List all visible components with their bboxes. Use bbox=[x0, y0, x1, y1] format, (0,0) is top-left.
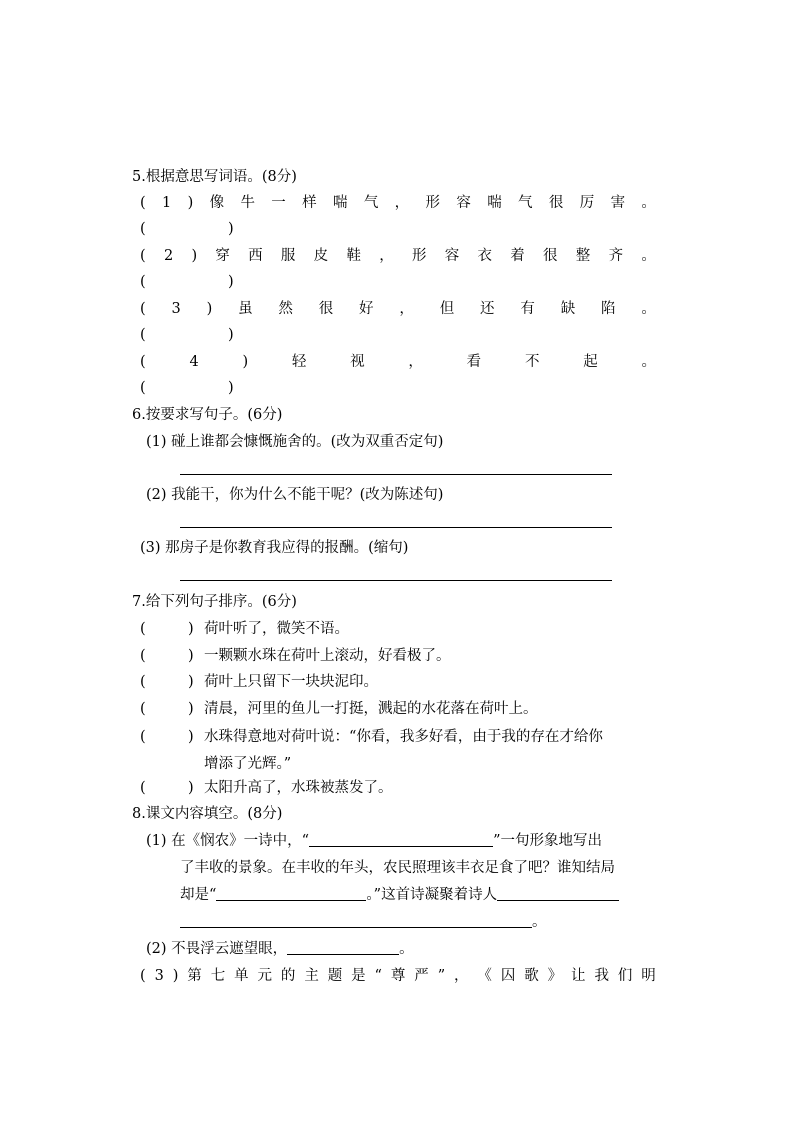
q8-item-3 bbox=[140, 966, 656, 986]
q5-item-char: 皮 bbox=[313, 248, 329, 264]
q6-answer-line-3[interactable] bbox=[180, 580, 612, 581]
q5-item-char: ， bbox=[379, 248, 394, 264]
q5-item-char: 起 bbox=[583, 354, 598, 370]
q8-item-3-char: 第 bbox=[187, 968, 202, 984]
q8-item-3-char: 让 bbox=[571, 968, 586, 984]
q7-item-text: 太阳升高了，水珠被蒸发了。 bbox=[204, 780, 393, 796]
q5-item-number-glyph: ( bbox=[140, 354, 146, 370]
q8-item-2 bbox=[146, 939, 414, 959]
q5-item-char: 很 bbox=[543, 248, 558, 264]
q5-item-number-glyph: 3 bbox=[171, 301, 181, 317]
q8-blank-poet-feeling-a[interactable] bbox=[497, 886, 619, 901]
q8-item-3-char: ) bbox=[172, 968, 179, 984]
q8-item-1-line-3 bbox=[180, 885, 619, 905]
q8-item-1-text-b: ”一句形象地写出 bbox=[493, 833, 602, 849]
q5-item-char: 。 bbox=[641, 301, 656, 317]
q5-item-char: 西 bbox=[248, 248, 263, 264]
q5-answer-close: ) bbox=[228, 327, 234, 343]
q5-answer-open: ( bbox=[140, 380, 146, 396]
q5-item-4 bbox=[140, 352, 656, 372]
q6-item-3: (3) 那房子是你教育我应得的报酬。(缩句) bbox=[140, 540, 409, 556]
q5-item-char: 但 bbox=[439, 301, 455, 317]
q5-item-char: 衣 bbox=[477, 248, 492, 264]
q5-item-char: 样 bbox=[302, 195, 317, 211]
q6-item-1: (1) 碰上谁都会慷慨施舍的。(改为双重否定句) bbox=[146, 434, 444, 450]
q8-item-3-char: 歌 bbox=[524, 968, 539, 984]
q8-item-3-char: 题 bbox=[327, 968, 343, 984]
q5-item-number-glyph: ) bbox=[242, 354, 249, 370]
q5-item-char: 气 bbox=[518, 195, 533, 211]
q5-item-char: 牛 bbox=[240, 195, 255, 211]
q5-item-char: 着 bbox=[510, 248, 525, 264]
q5-item-char: 很 bbox=[548, 195, 564, 211]
q7-item-text: 清晨，河里的鱼儿一打挺，溅起的水花落在荷叶上。 bbox=[204, 701, 538, 717]
q5-item-number-glyph: 4 bbox=[189, 354, 199, 370]
q5-item-number-glyph: ( bbox=[140, 195, 146, 211]
q5-item-char: 害 bbox=[610, 195, 626, 211]
q8-blank-poet-feeling-b[interactable] bbox=[180, 913, 532, 928]
q5-item-number-glyph: ( bbox=[140, 248, 146, 264]
q7-answer-open: ( bbox=[140, 780, 146, 796]
q5-item-char: 齐 bbox=[608, 248, 624, 264]
q5-item-char: ， bbox=[408, 354, 423, 370]
q5-item-char: 。 bbox=[641, 248, 656, 264]
q5-item-char: 形 bbox=[425, 195, 441, 211]
q8-item-3-char: 元 bbox=[257, 968, 273, 984]
q5-item-char: ， bbox=[399, 301, 414, 317]
q8-item-1-text-f: 。 bbox=[532, 914, 547, 930]
q5-item-number-glyph: ) bbox=[191, 248, 198, 264]
q8-item-2-text-b: 。 bbox=[399, 941, 414, 957]
q8-item-3-char: 3 bbox=[154, 968, 164, 984]
q7-answer-open: ( bbox=[140, 674, 146, 690]
q5-item-char: 陷 bbox=[601, 301, 616, 317]
q8-item-3-char: 们 bbox=[617, 968, 633, 984]
q5-answer-close: ) bbox=[228, 380, 234, 396]
q8-item-3-char: 明 bbox=[641, 968, 656, 984]
q7-answer-close: ) bbox=[188, 648, 194, 664]
q7-answer-close: ) bbox=[188, 729, 194, 745]
q5-item-char: 气 bbox=[363, 195, 379, 211]
q7-answer-open: ( bbox=[140, 701, 146, 717]
q5-item-char: 整 bbox=[575, 248, 591, 264]
q7-item-text: 荷叶听了，微笑不语。 bbox=[204, 621, 349, 637]
q7-answer-close: ) bbox=[188, 701, 194, 717]
q5-item-1 bbox=[140, 193, 656, 213]
q5-item-char: 像 bbox=[209, 195, 225, 211]
q5-item-char: 厉 bbox=[579, 195, 595, 211]
q8-item-3-char: 《 bbox=[477, 968, 492, 984]
q7-answer-close: ) bbox=[188, 621, 194, 637]
q5-item-char: 服 bbox=[280, 248, 296, 264]
q5-item-char: 视 bbox=[350, 354, 365, 370]
q5-item-char: 形 bbox=[411, 248, 427, 264]
q8-item-1-text-d: 却是“ bbox=[180, 887, 217, 903]
q8-item-3-char: 尊 bbox=[390, 968, 406, 984]
q5-item-number-glyph: ) bbox=[206, 301, 213, 317]
q5-item-3 bbox=[140, 299, 656, 319]
q8-item-3-char: ( bbox=[140, 968, 146, 984]
q8-item-1-text-c: 了丰收的景象。在丰收的年头，农民照理该丰衣足食了吧？谁知结局 bbox=[180, 860, 615, 876]
q5-item-char: 穿 bbox=[215, 248, 230, 264]
q5-item-char: 喘 bbox=[332, 195, 348, 211]
q7-answer-open: ( bbox=[140, 621, 146, 637]
q7-heading: 7.给下列句子排序。(6分) bbox=[132, 594, 297, 610]
q5-item-char: 轻 bbox=[291, 354, 307, 370]
q8-item-1-line-4 bbox=[180, 912, 547, 932]
q5-item-char: 看 bbox=[466, 354, 482, 370]
q8-item-1-line-1 bbox=[146, 831, 602, 851]
q5-item-char: 。 bbox=[641, 195, 656, 211]
q8-blank-result[interactable] bbox=[216, 886, 366, 901]
q7-answer-open: ( bbox=[140, 648, 146, 664]
q8-item-3-char: 我 bbox=[594, 968, 609, 984]
q8-item-3-char: “ bbox=[374, 968, 382, 984]
q8-item-3-char: 单 bbox=[234, 968, 249, 984]
q5-item-char: 。 bbox=[641, 354, 656, 370]
q5-item-char: 容 bbox=[444, 248, 460, 264]
q5-item-char: 不 bbox=[524, 354, 540, 370]
q5-item-char: 喘 bbox=[487, 195, 502, 211]
q8-item-3-char: 囚 bbox=[500, 968, 516, 984]
q5-item-char: 虽 bbox=[238, 301, 253, 317]
q5-item-char: 缺 bbox=[560, 301, 576, 317]
q5-item-char: 鞋 bbox=[346, 248, 361, 264]
q5-item-number-glyph: 1 bbox=[162, 195, 172, 211]
q5-item-char: 然 bbox=[278, 301, 293, 317]
q8-item-3-char: 的 bbox=[280, 968, 296, 984]
q5-answer-close: ) bbox=[228, 274, 234, 290]
q8-item-1-text-e: 。”这首诗凝聚着诗人 bbox=[366, 887, 498, 903]
q5-item-char: 容 bbox=[456, 195, 471, 211]
q5-item-char: 很 bbox=[318, 301, 334, 317]
q5-item-number-glyph: 2 bbox=[163, 248, 174, 264]
q7-item-text: 一颗颗水珠在荷叶上滚动，好看极了。 bbox=[204, 648, 451, 664]
q6-answer-line-1[interactable] bbox=[180, 474, 612, 475]
q7-answer-close: ) bbox=[188, 780, 194, 796]
q5-item-char: 一 bbox=[271, 195, 286, 211]
q7-answer-open: ( bbox=[140, 729, 146, 745]
q5-item-number-glyph: ) bbox=[187, 195, 194, 211]
q5-item-char: ， bbox=[394, 195, 410, 211]
q5-item-2 bbox=[140, 246, 656, 266]
q8-heading: 8.课文内容填空。(8分) bbox=[132, 806, 283, 822]
q8-item-3-char: 主 bbox=[304, 968, 319, 984]
q5-item-char: 有 bbox=[520, 301, 535, 317]
q8-blank-poem-line-2[interactable] bbox=[287, 940, 399, 955]
q8-item-2-text-a: (2) 不畏浮云遮望眼， bbox=[146, 941, 288, 957]
q7-item-text: 荷叶上只留下一块块泥印。 bbox=[204, 674, 378, 690]
q5-answer-open: ( bbox=[140, 274, 146, 290]
q7-answer-close: ) bbox=[188, 674, 194, 690]
q8-item-3-char: 是 bbox=[351, 968, 366, 984]
q8-item-1-text-a: (1) 在《悯农》一诗中，“ bbox=[146, 833, 310, 849]
q8-item-3-char: 》 bbox=[547, 968, 563, 984]
q8-item-3-char: ， bbox=[454, 968, 469, 984]
q5-answer-open: ( bbox=[140, 327, 146, 343]
q7-item-5-continuation: 增添了光辉。” bbox=[204, 756, 292, 772]
q6-answer-line-2[interactable] bbox=[180, 527, 612, 528]
q6-heading: 6.按要求写句子。(6分) bbox=[132, 407, 283, 423]
q6-item-2: (2) 我能干，你为什么不能干呢？(改为陈述句) bbox=[146, 487, 444, 503]
q5-answer-open: ( bbox=[140, 221, 146, 237]
q8-item-3-char: ” bbox=[437, 968, 446, 984]
q5-answer-close: ) bbox=[228, 221, 234, 237]
q8-item-3-char: 严 bbox=[414, 968, 429, 984]
q5-item-number-glyph: ( bbox=[140, 301, 146, 317]
q7-item-text: 水珠得意地对荷叶说：“你看，我多好看，由于我的存在才给你 bbox=[204, 729, 603, 745]
q5-item-char: 还 bbox=[480, 301, 495, 317]
q5-heading: 5.根据意思写词语。(8分) bbox=[132, 169, 297, 185]
q5-item-char: 好 bbox=[359, 301, 374, 317]
q8-item-3-char: 七 bbox=[210, 968, 226, 984]
q8-blank-poem-line[interactable] bbox=[309, 832, 493, 847]
